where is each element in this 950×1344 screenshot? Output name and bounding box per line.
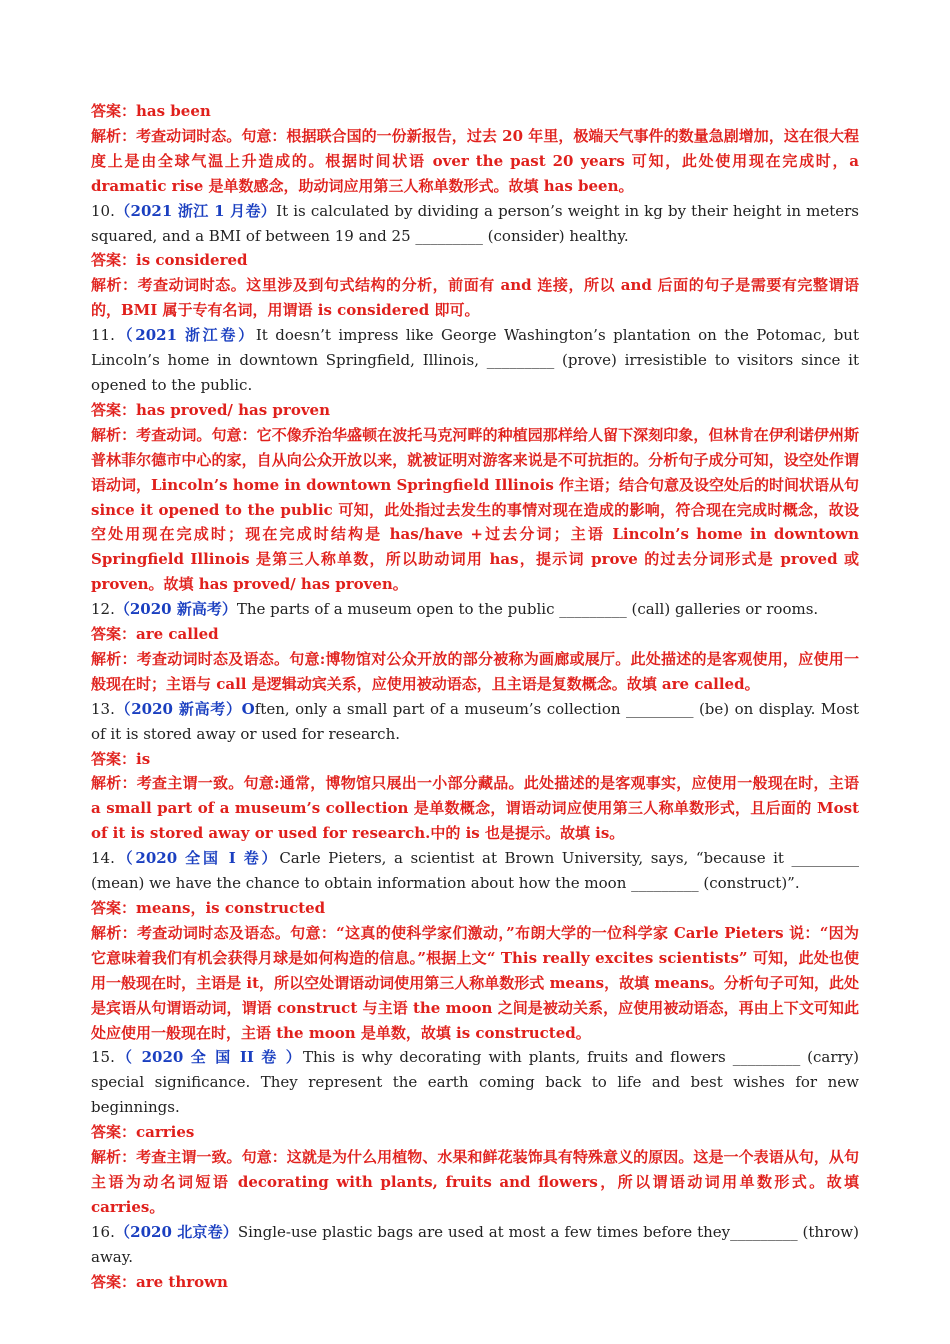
explanation-paragraph: 解析：考查动词时态及语态。句意:博物馆对公众开放的部分被称为画廊或展厅。此处描述的是客观使用，应使用一般现在时；主语与 call 是逻辑动宾关系，应使用被动语态，且主语是复数概念。故填 are called。 [91, 649, 859, 693]
question-10 [91, 199, 859, 249]
question-text: This is why decorating with plants, fruits and flowers _________ (carry) special significance. They represent the earth coming back to life and best wishes for new beginnings. [91, 1048, 859, 1117]
explanation-paragraph: 解析：考查动词时态及语态。句意：“这真的使科学家们激动，”布朗大学的一位科学家 Carle Pieters 说：“因为它意味着我们有机会获得月球是如何构造的信息。”根据上文“ This really excites scientists” 可知，此处也使用一般现在时，主语是 it，所以空处谓语动词使用第三人称单数形式 means，故填 means。分析句子可知，此处是宾语从句谓语动词，谓语 construct 与主语 the moon 之间是被动关系，应使用被动语态，再由上下文可知此处应使用一般现在时，主语 the moon 是单数，故填 is constructed。 [91, 923, 859, 1042]
question-source: （2021 浙江 1 月卷） [114, 201, 277, 220]
question-15 [91, 1045, 859, 1120]
question-11 [91, 323, 859, 398]
question-source: （2020 全国 I 卷） [114, 849, 280, 868]
answer-line: 答案：carries [91, 1123, 195, 1142]
answer-line: 答案：is considered [91, 251, 248, 270]
explanation-paragraph: 解析：考查主谓一致。句意：这就是为什么用植物、水果和鲜花装饰具有特殊意义的原因。这是一个表语从句，从句主语为动名词短语 decorating with plants, fruits and flowers，所以谓语动词用单数形式。故填 carries。 [91, 1148, 859, 1216]
question-16 [91, 1220, 859, 1270]
question-source: （2020 新高考） [114, 699, 242, 718]
document-page [91, 99, 859, 1295]
question-14 [91, 846, 859, 896]
question-source: （2021 浙江卷） [114, 326, 256, 345]
explanation-paragraph: 解析：考查动词。句意：它不像乔治华盛顿在波托马克河畔的种植园那样给人留下深刻印象，但林肯在伊利诺伊州斯普林菲尔德市中心的家，自从向公众开放以来，就被证明对游客来说是不可抗拒的。分析句子成分可知，设空处作谓语动词，Lincoln’s home in downtown Springfield Illinois 作主语；结合句意及设空处后的时间状语从句 since it opened to the public 可知，此处指过去发生的事情对现在造成的影响，符合现在完成时概念，故设空处用现在完成时；现在完成时结构是 has/have +过去分词；主语 Lincoln’s home in downtown Springfield Illinois 是第三人称单数，所以助动词用 has，提示词 prove 的过去分词形式是 proved 或 proven。故填 has proved/ has proven。 [91, 425, 860, 594]
question-source: （ 2020 全 国 II 卷 ） [114, 1048, 303, 1067]
question-number: 15. [91, 1048, 115, 1067]
answer-line: 答案：has proved/ has proven [91, 400, 330, 419]
question-text: It doesn’t impress like George Washington’s plantation on the Potomac, but Lincoln’s home in downtown Springfield, Illinois, _________ (prove) irresistible to visitors since it opened to the public. [91, 326, 859, 394]
explanation-paragraph: 解析：考查动词时态。句意：根据联合国的一份新报告，过去 20 年里，极端天气事件的数量急剧增加，这在很大程度上是由全球气温上升造成的。根据时间状语 over the past 20 years 可知，此处使用现在完成时，a dramatic rise 是单数感念，助动词应用第三人称单数形式。故填 has been。 [91, 126, 859, 195]
question-number: 11. [91, 326, 115, 345]
answer-line: 答案：has been [91, 102, 211, 120]
question-number: 12. [91, 600, 115, 619]
question-number: 13. [91, 699, 115, 718]
explanation-paragraph: 解析：考查主谓一致。句意:通常，博物馆只展出一小部分藏品。此处描述的是客观事实，应使用一般现在时，主语 a small part of a museum’s collection 是单数概念，谓语动词应使用第三人称单数形式，且后面的 Most of it is stored away or used for research.中的 is 也是提示。故填 is。 [91, 774, 859, 843]
question-number: 10. [91, 201, 115, 220]
answer-line: 答案：are thrown [91, 1272, 228, 1291]
question-text: The parts of a museum open to the public _________ (call) galleries or rooms. [236, 600, 819, 619]
answer-line: 答案：means，is constructed [91, 899, 326, 917]
answer-line: 答案：is [91, 749, 151, 768]
question-text: Single-use plastic bags are used at most a few times before they_________ (throw) away. [91, 1222, 859, 1266]
question-number: 16. [91, 1222, 115, 1241]
question-number: 14. [91, 849, 115, 868]
question-12 [91, 597, 859, 622]
question-source: （2020 新高考） [114, 600, 237, 619]
answer-line: 答案：are called [91, 625, 219, 644]
question-text: Carle Pieters, a scientist at Brown University, says, “because it _________ (mean) we have the chance to obtain information about how the moon _________ (construct)”. [91, 849, 860, 893]
question-text: It is calculated by dividing a person’s weight in kg by their height in meters squared, and a BMI of between 19 and 25 _________ (consider) healthy. [91, 201, 859, 245]
question-text: ften, only a small part of a museum’s collection _________ (be) on display. Most of it is stored away or used for research. [91, 699, 859, 743]
question-lead-letter: O [241, 699, 255, 718]
question-source: （2020 北京卷） [114, 1222, 238, 1241]
question-13 [91, 697, 859, 747]
explanation-paragraph: 解析：考查动词时态。这里涉及到句式结构的分析，前面有 and 连接，所以 and 后面的句子是需要有完整谓语的，BMI 属于专有名词，用谓语 is considered 即可。 [91, 276, 859, 320]
